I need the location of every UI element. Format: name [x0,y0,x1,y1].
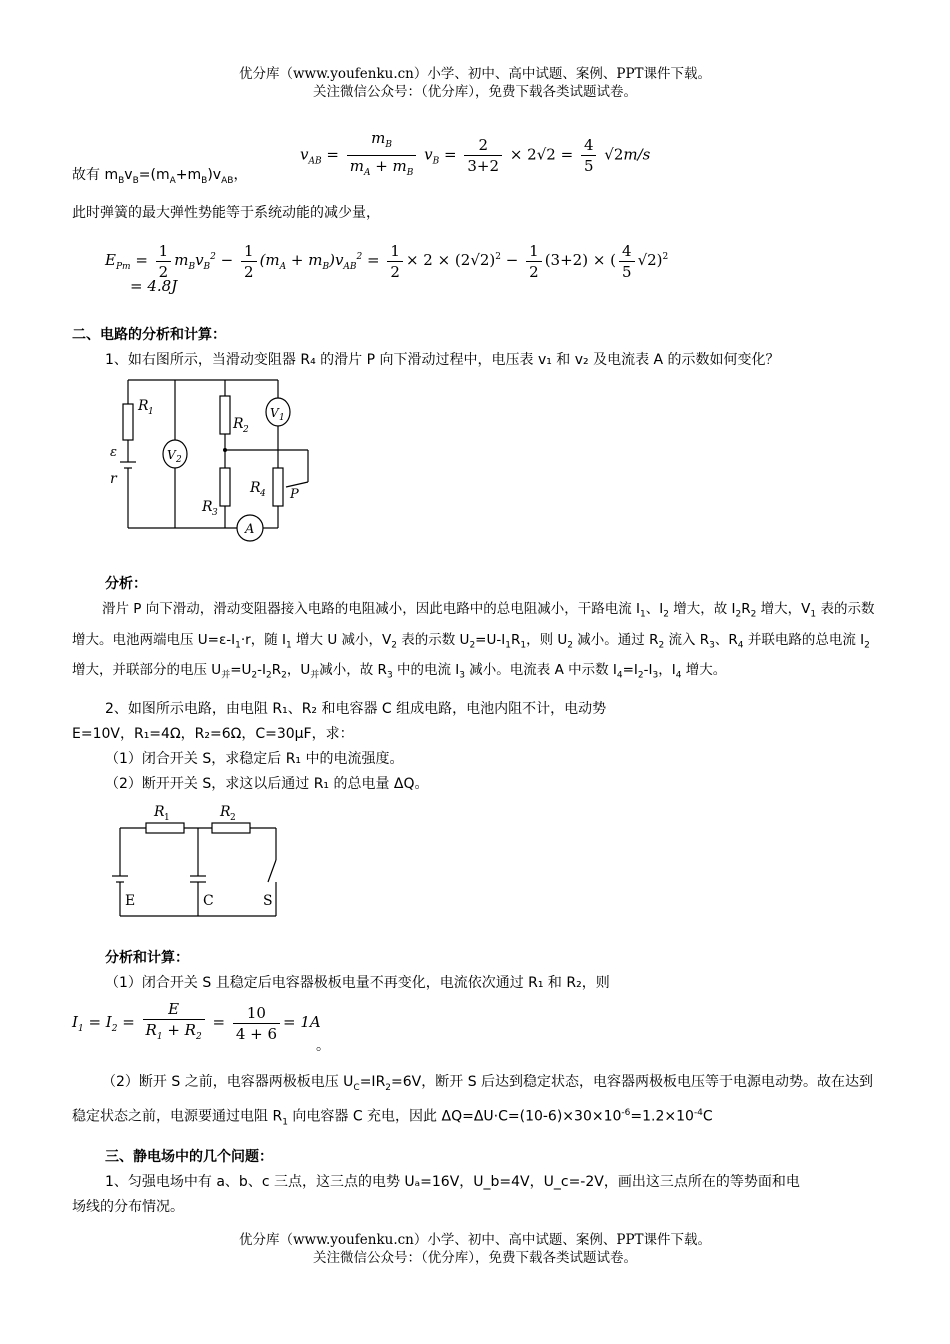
energy-result: = 4.8J [130,277,178,295]
circuit1-label-r1: R [138,398,149,414]
analysis-text: 滑片 P 向下滑动，滑动变阻器接入电路的电阻减小，因此电路中的总电阻减小，干路电流 $I_1$、$I_2$ 增大，故 $I_2R_2$ 增大，$V_1$ 表的示数增大。电池两端电压 $U=\varepsilon-I_1\cdot r$，随 $I_1$ 增大 U 减小，$V_2$ 表的示数 $U_2=U-I_1R_1$，则 $U_2$ 减小。通过 $R_2$ 流入 $R_3$、$R_4$ 并联电路的总电流 $I_2$ 增大，并联部分的电压 $U_并=U_2-I_2R_2$，$U_并$减小，故 $R_3$ 中的电流 $I_3$ 减小。电流表 A 中示数 $I_4=I_2-I_3$，$I_4$ 增大。 [72,601,875,682]
current-equation: $I_1 = I_2$ = $\frac{E}{R_1 + R_2}$ = $\frac{10}{4 + 6}$ = 1A [72,1000,321,1043]
circuit1-label-a: A [245,522,255,537]
svg-text:2: 2 [176,455,182,465]
section3-title: 三、静电场中的几个问题： [105,1149,273,1165]
momentum-line: 故有 $m_Bv_B=(m_A+m_B)v_{AB}$， [72,167,248,186]
q2-sub1: （1）闭合开关 S，求稳定后 R₁ 中的电流强度。 [105,751,404,767]
analysis-title: 分析： [105,576,147,592]
svg-text:1: 1 [164,813,170,823]
circuit2-label-e: E [125,893,136,909]
q2-sub2: （2）断开开关 S，求这以后通过 R₁ 的总电量 ΔQ。 [105,776,429,792]
calc-2: （2）断开 S 之前，电容器两极板电压 $U_C=IR_2=6V$，断开 S 后达到稳定状态，电容器两极板电压等于电源电动势。故在达到稳定状态之前，电源要通过电阻 $R_1$ 向电容器 C 充电，因此 $\Delta Q=\Delta U\cdot C=(10-6)\times 30\times 10^{-6}=1.2\times 10^{-4}C$ [72,1074,874,1128]
circuit1-label-r2: R [233,416,244,432]
section2-q1: 1、如右图所示，当滑动变阻器 R₄ 的滑片 P 向下滑动过程中，电压表 v₁ 和 v₂ 及电流表 A 的示数如何变化？ [105,352,780,368]
circuit-diagram-1 [100,372,320,547]
calc-1: （1）闭合开关 S 且稳定后电容器极板电量不再变化，电流依次通过 R₁ 和 R₂，则 [105,975,610,991]
section3-q1-line1: 1、匀强电场中有 a、b、c 三点，这三点的电势 Uₐ=16V，U_b=4V，U_c=-2V，画出这三点所在的等势面和电 [105,1174,800,1190]
section3-q1-line2: 场线的分布情况。 [72,1199,184,1215]
energy-intro: 此时弹簧的最大弹性势能等于系统动能的减少量， [72,205,380,221]
header-line-2: 关注微信公众号：（优分库），免费下载各类试题试卷。 [313,84,637,100]
svg-text:4: 4 [260,489,266,499]
q2-line2: E=10V，R₁=4Ω，R₂=6Ω，C=30μF，求： [72,726,354,742]
header-line-1: 优分库（www.youfenku.cn）小学、初中、高中试题、案例、PPT课件下载。 [238,66,712,82]
circuit1-label-r4: R [250,480,261,496]
svg-text:2: 2 [243,425,249,435]
svg-text:1: 1 [279,413,285,423]
circuit2-label-s: S [263,893,273,909]
circuit1-label-p: P [290,487,299,502]
q2-line1: 2、如图所示电路，由电阻 R₁、R₂ 和电容器 C 组成电路，电池内阻不计，电动势 [105,701,607,717]
svg-text:3: 3 [212,508,218,518]
circuit2-label-r1: R [154,804,165,820]
circuit2-label-r2: R [220,804,231,820]
circuit1-label-v2: V [167,448,176,462]
footer-line-1: 优分库（www.youfenku.cn）小学、初中、高中试题、案例、PPT课件下载。 [238,1232,712,1248]
vab-equation: $v_{AB}$ = $\frac{m_B}{m_A + m_B}$ $v_B$ = $\frac{2}{3+2}$ × 2√2 = $\frac{4}{5}$ √2m/s [300,129,651,178]
circuit1-label-emf: ε [110,445,117,460]
circuit1-label-r: r [110,471,117,487]
energy-equation: $E_{Pm}$ = $\frac{1}{2}$ $m_Bv_B^2$ − $\frac{1}{2}$ $(m_A + m_B)v_{AB}^2$ = $\frac{1}{2}$ × $2 \times (2√2)^2$ − $\frac{1}{2}$ (3+2) × ( $\frac{4}{5}$ √2)$^2$ [105,241,669,281]
footer-line-2: 关注微信公众号：（优分库），免费下载各类试题试卷。 [313,1250,637,1266]
circuit-diagram-2 [108,796,288,921]
calc-title: 分析和计算： [105,950,189,966]
svg-text:1: 1 [148,407,154,417]
equation-period: 。 [316,1038,330,1054]
circuit1-label-r3: R [202,499,213,515]
circuit1-label-v1: V [270,406,279,420]
circuit2-label-c: C [203,893,214,909]
svg-text:2: 2 [230,813,236,823]
section2-title: 二、电路的分析和计算： [72,327,226,343]
